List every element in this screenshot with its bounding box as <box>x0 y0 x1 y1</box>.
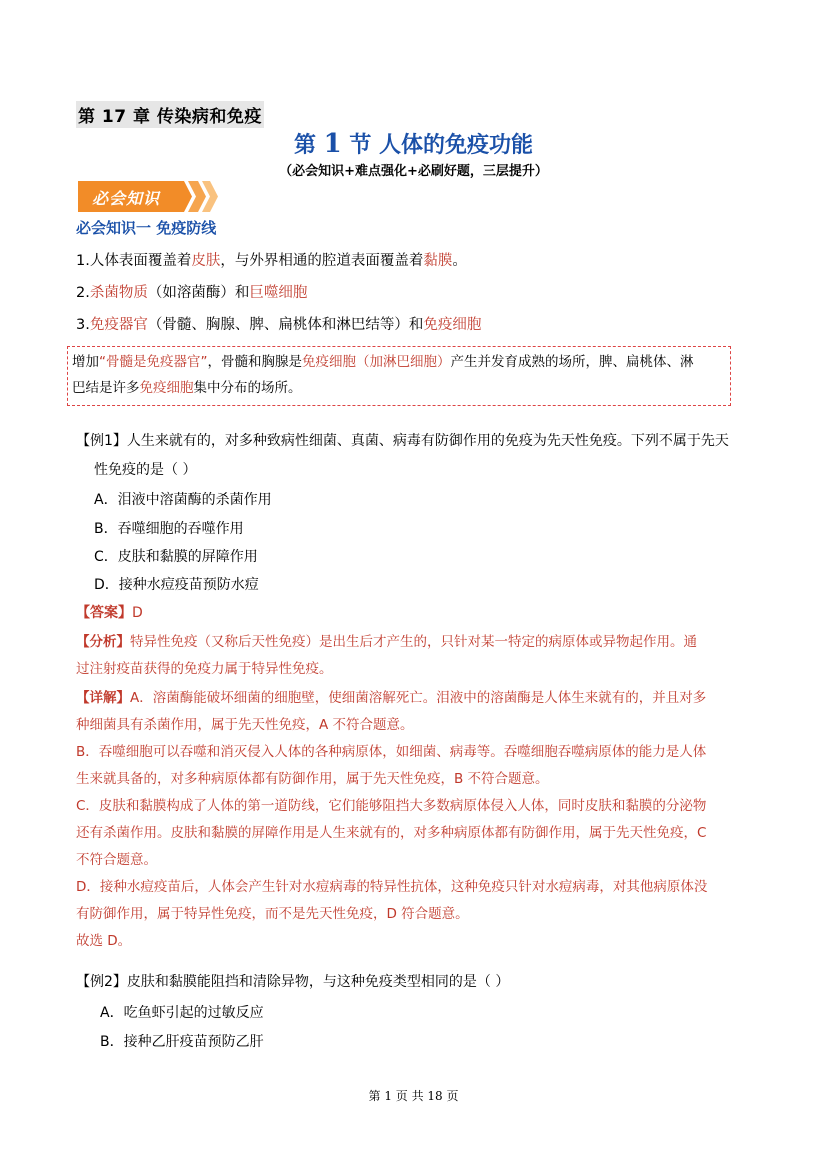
stem-line: 皮肤和黏膜能阻挡和清除异物，与这种免疫类型相同的是（ ） <box>126 974 510 990</box>
highlight: （加淋巴细胞） <box>356 354 451 370</box>
example2-option-a: A．吃鱼虾引起的过敏反应 <box>100 1005 264 1021</box>
detail-line: 生来就具备的，对多种病原体都有防御作用，属于先天性免疫，B 不符合题意。 <box>76 771 549 787</box>
stem-line-1: 人生来就有的，对多种致病性细菌、真菌、病毒有防御作用的免疫为先天性免疫。下列不属于先天 <box>126 433 729 449</box>
text: （如溶菌酶）和 <box>147 285 250 301</box>
text: 2. <box>76 285 90 301</box>
text: ，骨髓和胸腺是 <box>207 354 302 370</box>
knowledge-title: 必会知识一 免疫防线 <box>76 219 217 237</box>
banner-label: 必会知识 <box>92 189 161 208</box>
highlight: 黏膜 <box>423 253 453 269</box>
answer-tag: 【答案】 <box>76 605 132 621</box>
detail-line: D．接种水痘疫苗后，人体会产生针对水痘病毒的特异性抗体，这种免疫只针对水痘病毒，对其他病原体没 <box>76 879 708 895</box>
highlight: 免疫细胞 <box>302 354 356 370</box>
detail-line: B．吞噬细胞可以吞噬和消灭侵入人体的各种病原体，如细菌、病毒等。吞噬细胞吞噬病原体的能力是人体 <box>76 744 707 760</box>
highlight: 免疫器官 <box>89 317 148 333</box>
section-prefix: 第 <box>293 132 316 158</box>
conclusion: 故选 D。 <box>76 933 132 949</box>
highlight: 巨噬细胞 <box>249 285 308 301</box>
example1-stem <box>76 430 729 452</box>
example-tag: 【例2】 <box>76 974 127 990</box>
option-c: C．皮肤和黏膜的屏障作用 <box>94 549 258 565</box>
text: 。 <box>452 253 467 269</box>
example2-option-b: B．接种乙肝疫苗预防乙肝 <box>100 1034 264 1050</box>
highlight: 免疫细胞 <box>139 380 194 396</box>
answer-line <box>76 602 143 624</box>
example-tag: 【例1】 <box>76 433 127 449</box>
analysis-line: 过注射疫苗获得的免疫力属于特异性免疫。 <box>76 661 333 677</box>
option-b: B．吞噬细胞的吞噬作用 <box>94 521 244 537</box>
knowledge-line-3 <box>76 314 481 336</box>
chapter-heading: 第 17 章 传染病和免疫 <box>76 101 264 128</box>
analysis-block <box>76 629 756 683</box>
text: ，与外界相通的腔道表面覆盖着 <box>220 253 424 269</box>
example1-stem-line-2: 性免疫的是（ ） <box>94 462 197 478</box>
detail-line: 种细菌具有杀菌作用，属于先天性免疫，A 不符合题意。 <box>76 717 414 733</box>
text: 产生并发育成熟的场所，脾、扁桃体、淋 <box>450 354 694 370</box>
example2-stem <box>76 971 509 993</box>
detail-tag: 【详解】 <box>76 690 130 706</box>
text: 集中分布的场所。 <box>193 380 302 396</box>
option-d: D．接种水痘疫苗预防水痘 <box>94 577 259 593</box>
answer-value: D <box>132 605 143 621</box>
text: 巴结是许多 <box>72 380 140 396</box>
note-box <box>67 346 731 406</box>
detail-line: 还有杀菌作用。皮肤和黏膜的屏障作用是人生来就有的，对多种病原体都有防御作用，属于先天性免疫，C <box>76 825 707 841</box>
detail-line: C．皮肤和黏膜构成了人体的第一道防线，它们能够阻挡大多数病原体侵入人体，同时皮肤和黏膜的分泌物 <box>76 798 707 814</box>
highlight: 皮肤 <box>191 253 221 269</box>
page-footer: 第 1 页 共 18 页 <box>368 1089 459 1103</box>
analysis-tag: 【分析】 <box>76 634 130 650</box>
section-title <box>0 128 827 159</box>
knowledge-line-1 <box>76 250 467 272</box>
detail-line: A．溶菌酶能破坏细菌的细胞壁，使细菌溶解死亡。泪液中的溶菌酶是人体生来就有的，并且对多 <box>130 690 707 706</box>
detail-line: 不符合题意。 <box>76 852 157 868</box>
detail-line: 有防御作用，属于特异性免疫，而不是先天性免疫，D 符合题意。 <box>76 906 469 922</box>
text: 增加 <box>72 354 99 370</box>
text: 3. <box>76 317 90 333</box>
section-suffix: 节 人体的免疫功能 <box>349 132 534 158</box>
subtitle: （必会知识+难点强化+必刷好题，三层提升） <box>279 164 548 179</box>
analysis-line: 特异性免疫（又称后天性免疫）是出生后才产生的，只针对某一特定的病原体或异物起作用。通 <box>130 634 697 650</box>
highlight: 免疫细胞 <box>423 317 482 333</box>
option-a: A．泪液中溶菌酶的杀菌作用 <box>94 492 272 508</box>
text: 1.人体表面覆盖着 <box>76 253 192 269</box>
section-number: 1 <box>323 129 342 159</box>
knowledge-line-2 <box>76 282 307 304</box>
text: （骨髓、胸腺、脾、扁桃体和淋巴结等）和 <box>147 317 424 333</box>
highlight: 杀菌物质 <box>89 285 148 301</box>
detail-block <box>76 685 756 955</box>
highlight: “骨髓是免疫器官” <box>99 354 208 370</box>
